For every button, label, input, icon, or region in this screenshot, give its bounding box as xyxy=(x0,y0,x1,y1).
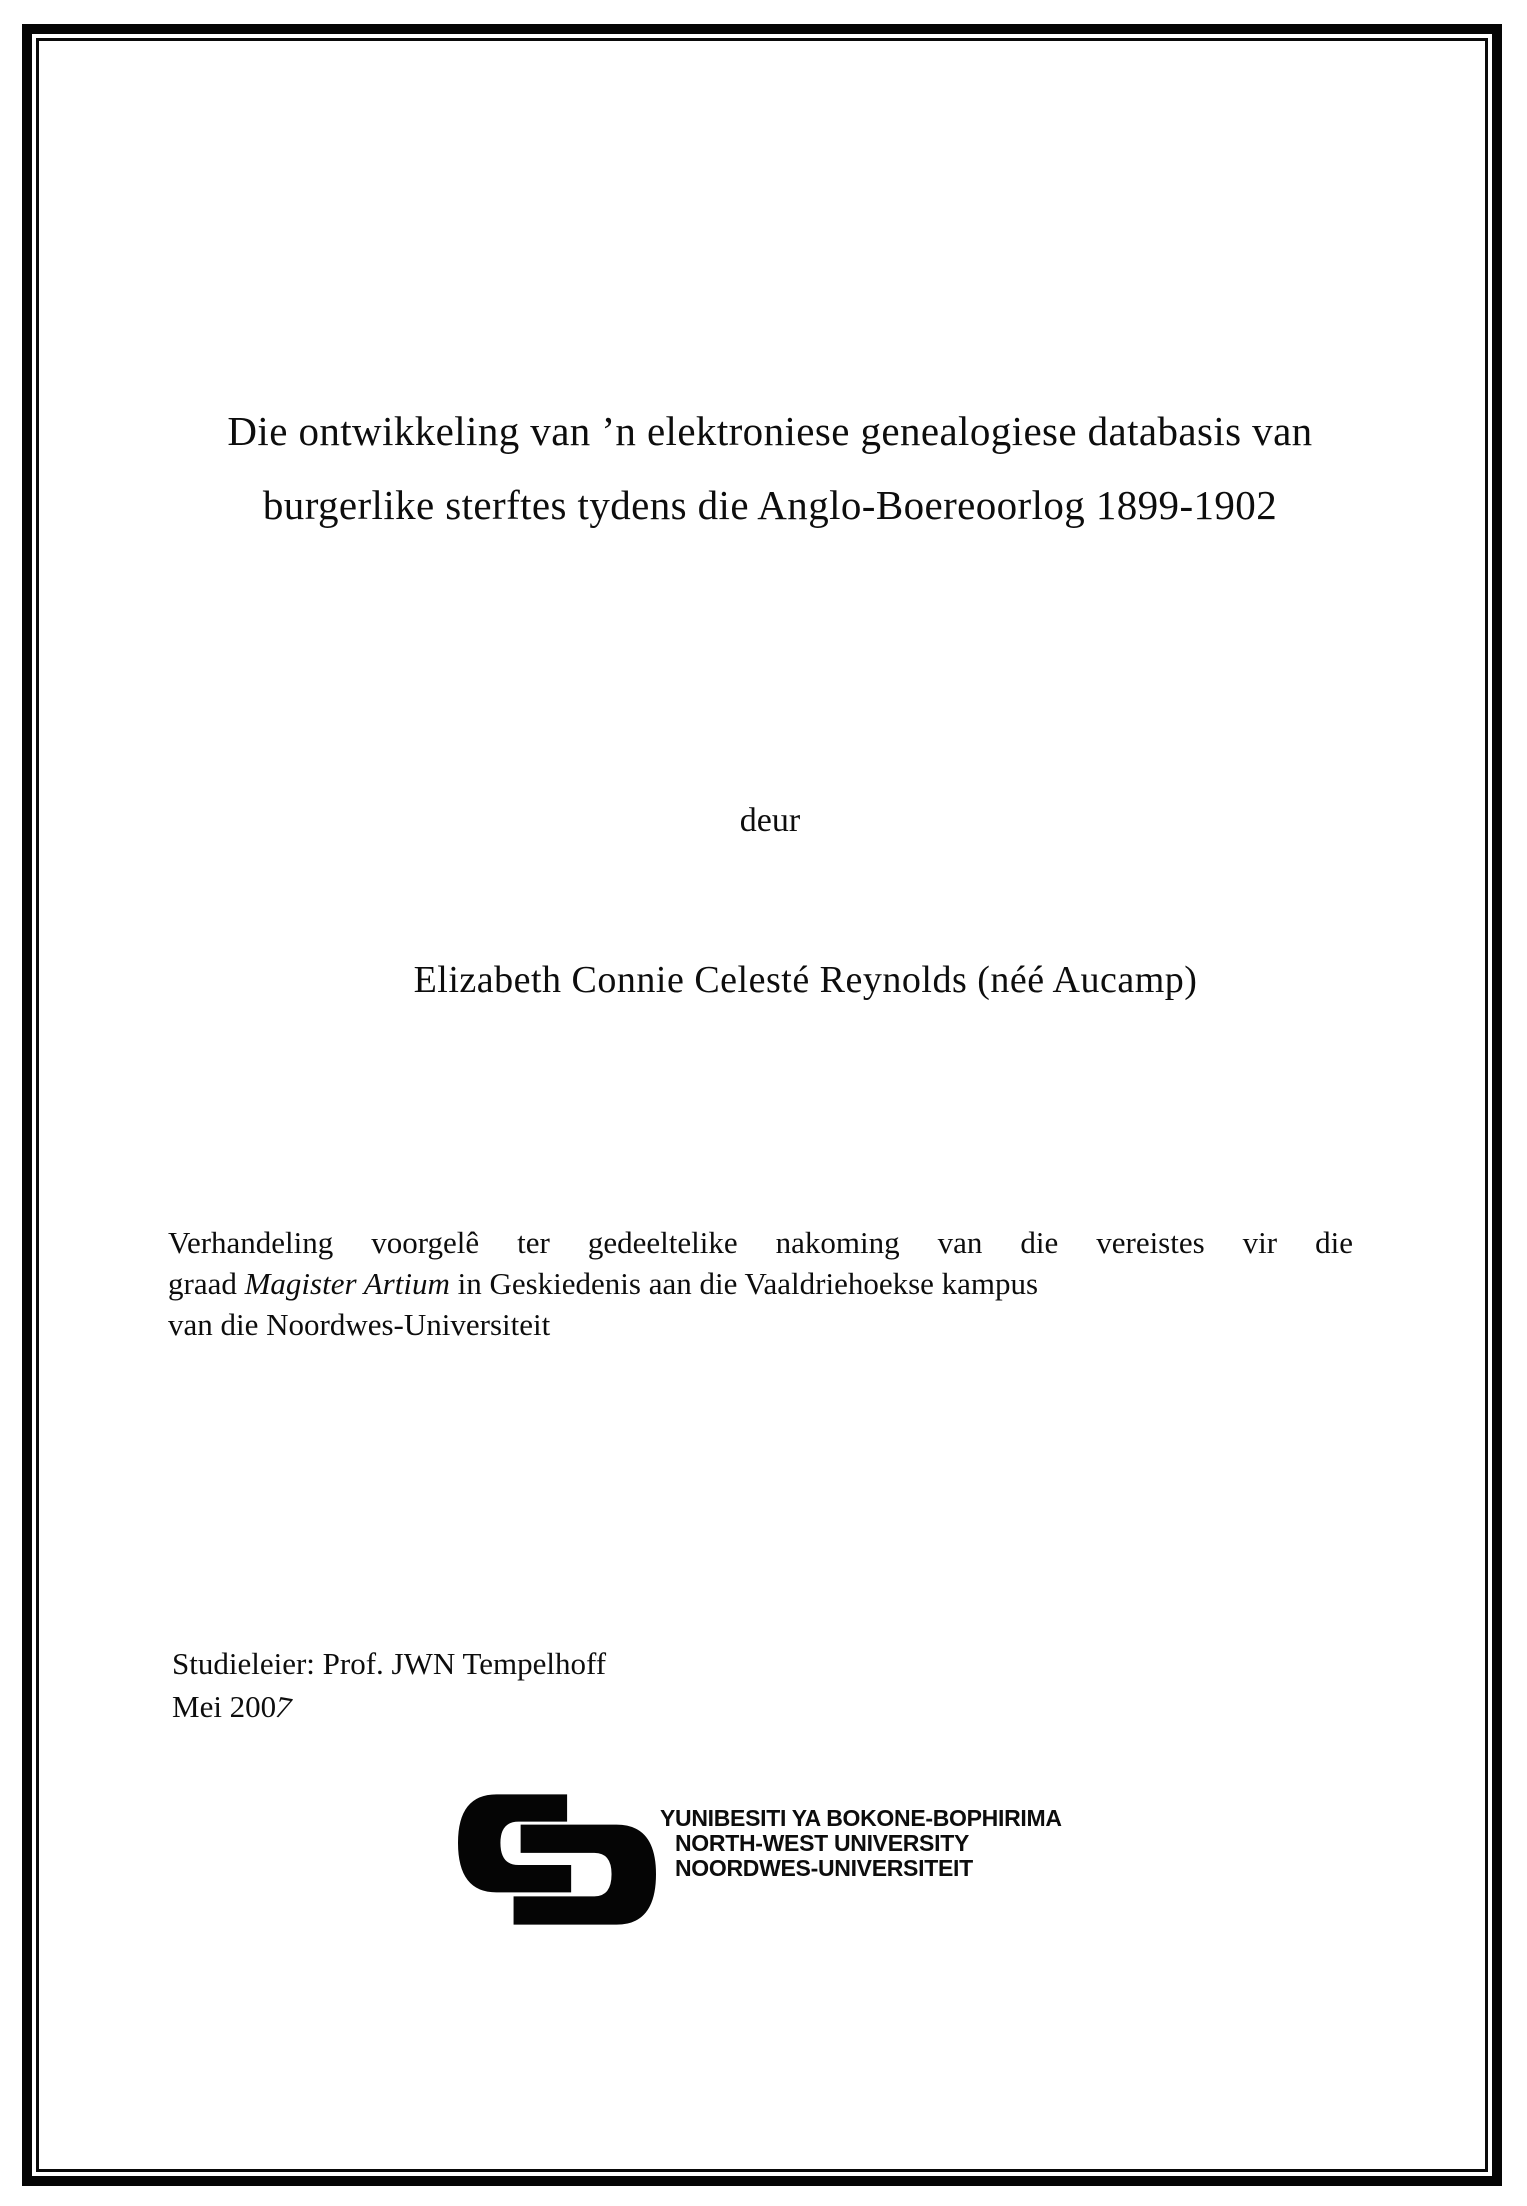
author-name: Elizabeth Connie Celesté Reynolds (néé Aucamp) xyxy=(413,959,1198,1001)
thesis-title xyxy=(60,394,1480,542)
degree-statement-line-2 xyxy=(168,1263,1353,1304)
logo-text-line-1: YUNIBESITI YA BOKONE-BOPHIRIMA xyxy=(660,1805,1062,1831)
supervisor-line: Studieleier: Prof. JWN Tempelhoff xyxy=(172,1646,607,1681)
degree-statement xyxy=(168,1222,1353,1345)
logo-text-line-3: NOORDWES-UNIVERSITEIT xyxy=(675,1855,973,1881)
degree-statement-line-1: Verhandeling voorgelê ter gedeeltelike nakoming van die vereistes vir die xyxy=(168,1225,1353,1260)
thesis-title-line-2: burgerlike sterftes tydens die Anglo-Boereoorlog 1899-1902 xyxy=(262,482,1278,528)
logo-text-line-2: NORTH-WEST UNIVERSITY xyxy=(675,1830,969,1856)
degree-statement-line-2-suffix: in Geskiedenis aan die Vaaldriehoekse kampus xyxy=(449,1266,1039,1301)
chain-link-logo-icon xyxy=(458,1794,656,1926)
date-line xyxy=(172,1685,606,1728)
byline: deur xyxy=(739,802,801,839)
thesis-title-line-1: Die ontwikkeling van ’n elektroniese genealogiese databasis van xyxy=(227,408,1313,454)
university-logo-text xyxy=(660,1794,1062,1881)
date-last-digit: 7 xyxy=(271,1689,297,1726)
supervisor-block xyxy=(172,1642,606,1728)
degree-statement-line-3: van die Noordwes-Universiteit xyxy=(168,1307,551,1342)
degree-statement-line-2-prefix: graad xyxy=(168,1266,245,1301)
university-logo xyxy=(458,1794,1062,1926)
date-text: Mei 200 xyxy=(172,1689,277,1724)
degree-name-italic: Magister Artium xyxy=(244,1266,450,1301)
